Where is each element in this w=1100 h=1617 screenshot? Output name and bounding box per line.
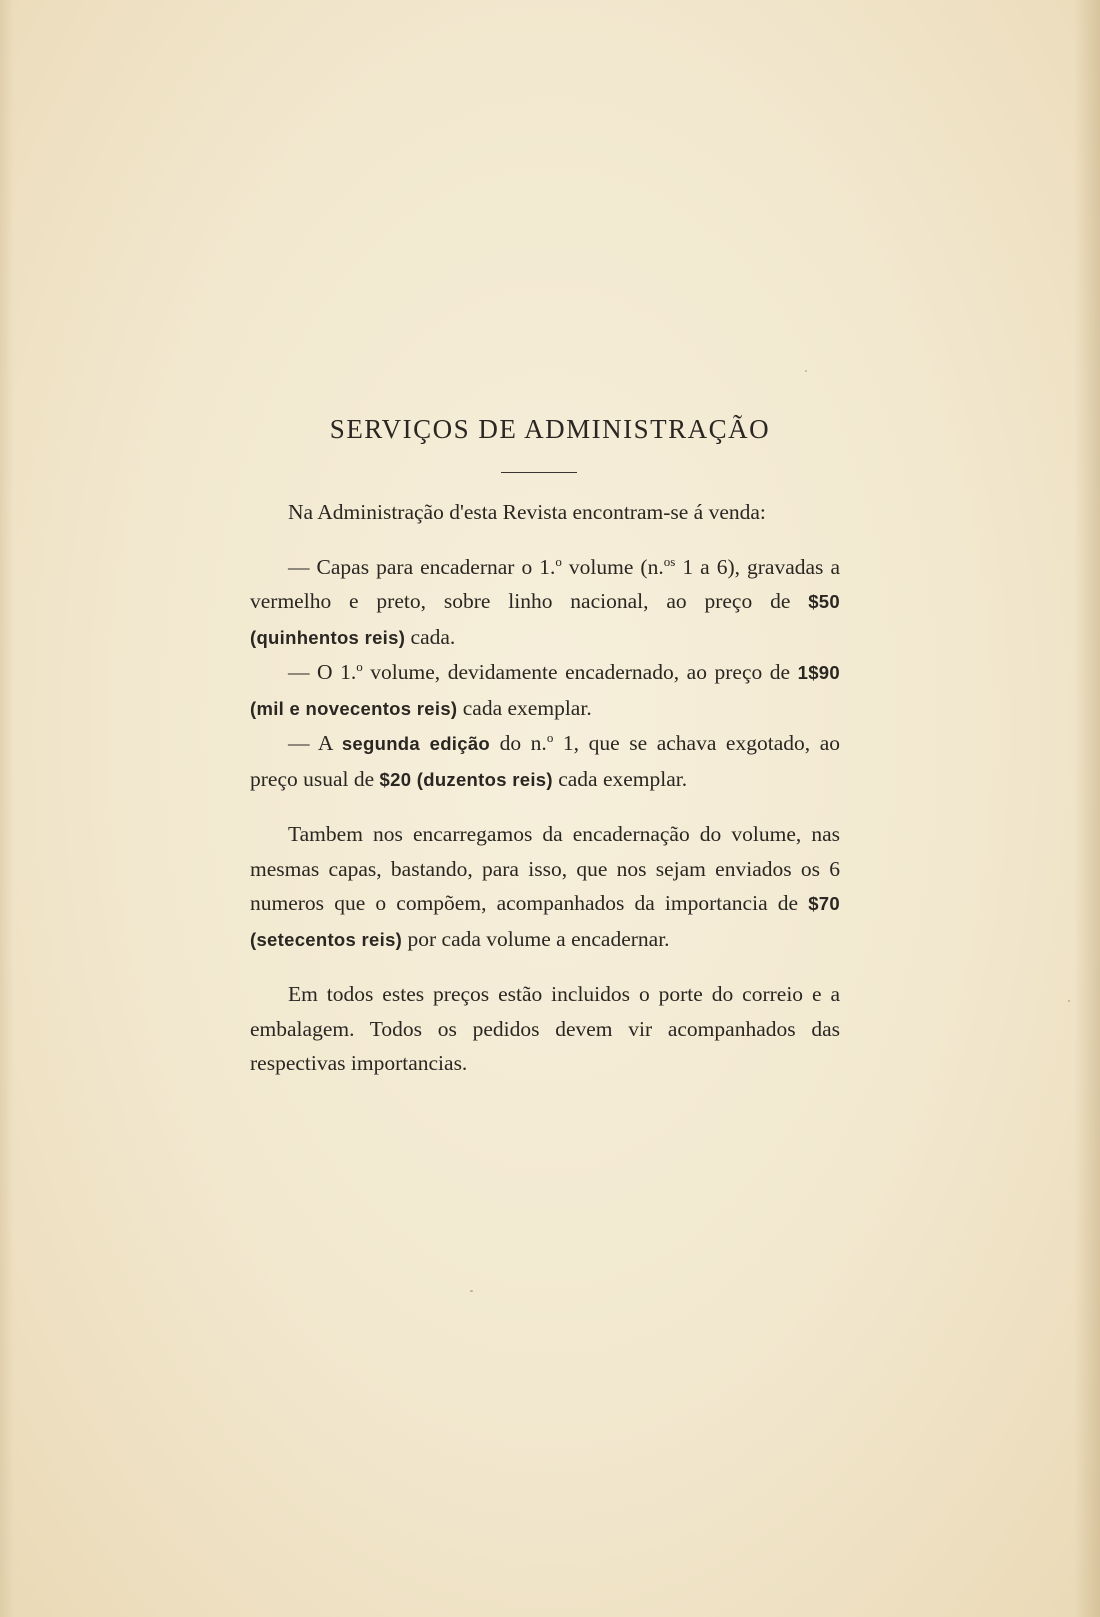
paper-speck xyxy=(805,370,807,372)
shipping-text: Em todos estes preços estão incluidos o porte do correio e a embalagem. Todos os pedidos devem vir acompanhados das respectivas importancias. xyxy=(250,982,840,1075)
shipping-paragraph xyxy=(250,977,840,1081)
item-covers-sup-b: os xyxy=(663,553,676,569)
binding-text-a: Tambem nos encarregamos da encadernação do volume, nas mesmas capas, bastando, para isso, que nos sejam enviados os 6 numeros que o compõem, acompanhados da importancia de xyxy=(250,822,840,915)
item-covers-sup-a: o xyxy=(555,553,562,569)
item-edition-price: $20 (duzentos reis) xyxy=(379,768,553,790)
item-bound-text-c: cada exemplar. xyxy=(457,695,592,720)
item-edition-text-b: do n. xyxy=(490,731,547,755)
item-bound-volume xyxy=(250,655,840,726)
item-edition-text-c: 1, que se achava exgotado, ao preço usual de xyxy=(250,731,840,791)
item-covers xyxy=(250,550,840,656)
item-bound-sup-a: o xyxy=(356,658,363,674)
page-edge-shadow-left xyxy=(0,0,14,1617)
binding-text-b: por cada volume a encadernar. xyxy=(402,926,670,951)
page-edge-shadow xyxy=(1074,0,1100,1617)
item-covers-text-a: — Capas para encadernar o 1. xyxy=(288,554,556,579)
page-title: SERVIÇOS DE ADMINISTRAÇÃO xyxy=(329,414,771,444)
document-body xyxy=(250,495,840,1081)
item-second-edition xyxy=(250,726,840,797)
title-divider xyxy=(501,472,577,473)
item-edition-text-d: cada exemplar. xyxy=(552,766,688,791)
paper-speck xyxy=(470,1290,473,1292)
item-bound-price: 1$90 (mil e novecentos reis) xyxy=(250,662,840,719)
item-bound-text-a: — O 1. xyxy=(288,660,357,684)
item-bound-text-b: volume, devidamente encadernado, ao preço de xyxy=(362,660,798,684)
item-covers-text-d: cada. xyxy=(405,624,456,649)
item-covers-text-b: volume (n. xyxy=(561,554,664,579)
item-covers-text-c: 1 a 6), gravadas a vermelho e preto, sobre linho nacional, ao preço de xyxy=(250,554,840,613)
intro-paragraph xyxy=(250,495,840,530)
binding-service-paragraph xyxy=(250,817,840,957)
binding-price: $70 (setecentos reis) xyxy=(250,893,840,950)
item-covers-price: $50 (quinhentos reis) xyxy=(250,591,840,648)
paper-speck xyxy=(1068,1000,1070,1002)
item-edition-sup-a: o xyxy=(546,729,554,745)
intro-text: Na Administração d'esta Revista encontram-se á venda: xyxy=(288,500,766,524)
item-edition-text-a: — A xyxy=(288,731,342,755)
item-edition-emphasis: segunda edição xyxy=(341,733,491,754)
